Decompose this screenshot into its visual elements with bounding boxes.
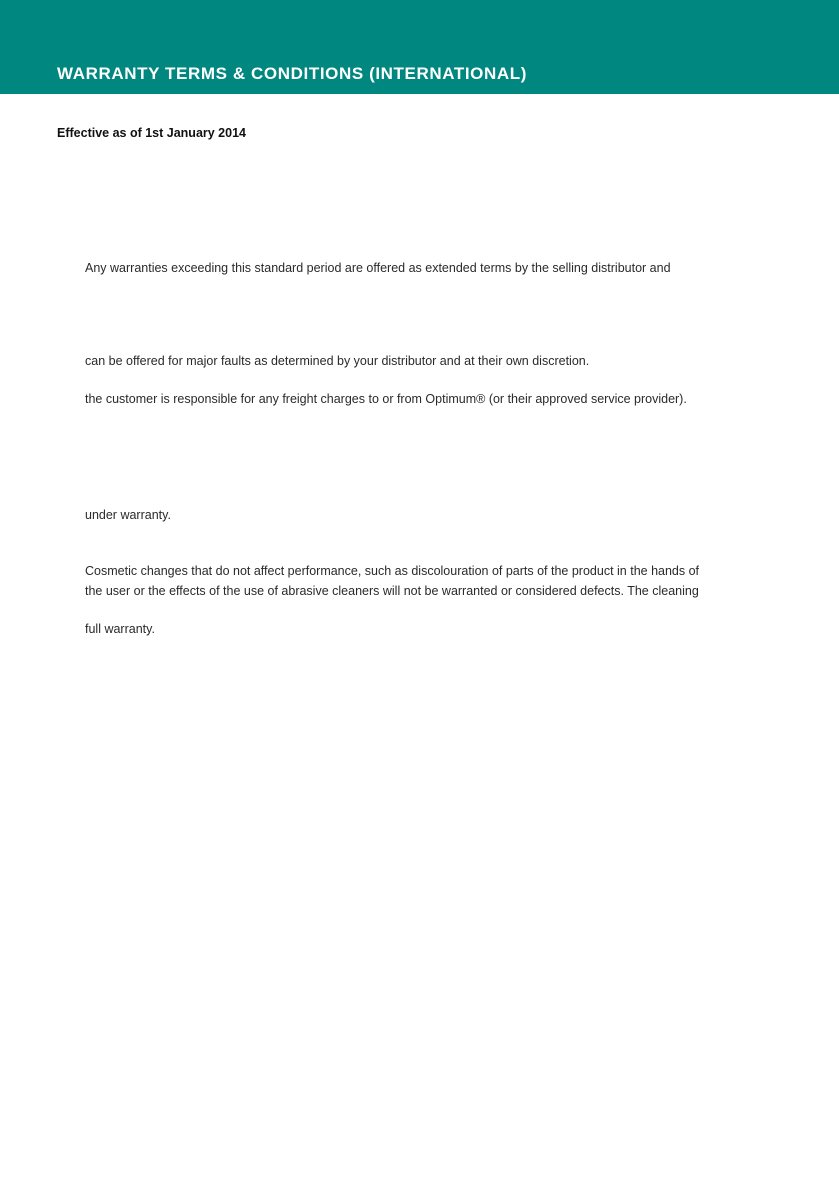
body-line-extended-warranty: Any warranties exceeding this standard period are offered as extended terms by the selling distributor and [85,261,671,275]
effective-date: Effective as of 1st January 2014 [57,126,246,140]
body-line-freight-charges: the customer is responsible for any freight charges to or from Optimum® (or their approved service provider). [85,392,687,406]
body-line-abrasive-cleaners: the user or the effects of the use of abrasive cleaners will not be warranted or considered defects. The cleaning [85,584,699,598]
header-band [0,0,839,94]
body-line-major-faults: can be offered for major faults as determined by your distributor and at their own discretion. [85,354,590,368]
body-line-under-warranty: under warranty. [85,508,171,522]
body-line-full-warranty: full warranty. [85,622,155,636]
page-title: WARRANTY TERMS & CONDITIONS (INTERNATIONAL) [57,64,527,83]
body-line-cosmetic-changes: Cosmetic changes that do not affect performance, such as discolouration of parts of the product in the hands of [85,564,700,578]
